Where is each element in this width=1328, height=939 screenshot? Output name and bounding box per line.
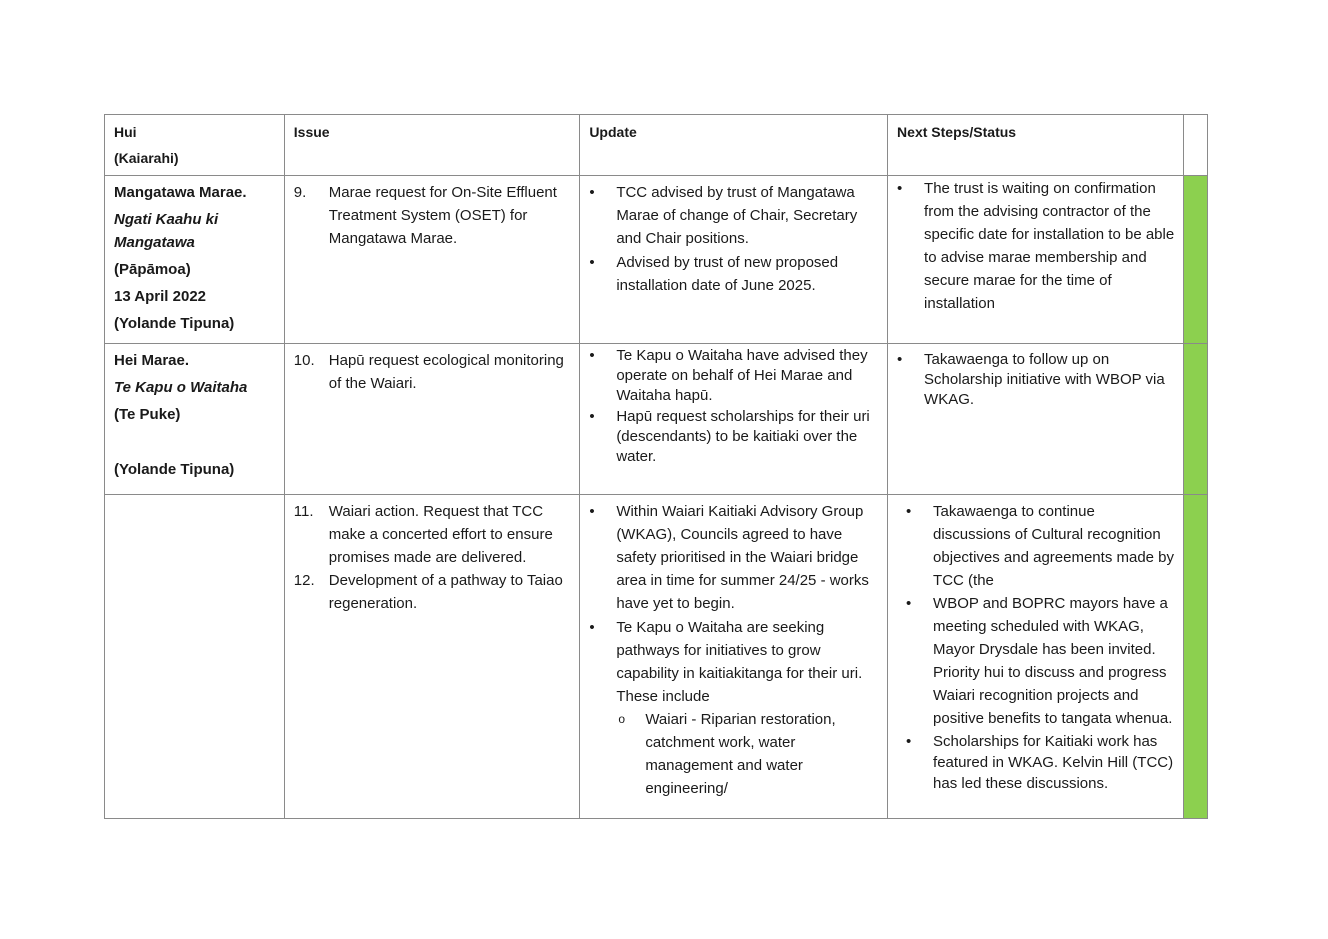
issue-text: Hapū request ecological monitoring of the Waiari. — [328, 352, 564, 392]
table-row — [105, 495, 1208, 819]
issue-text: Development of a pathway to Taiao regeneration. — [328, 572, 563, 612]
marae-name: Hei Marae. — [114, 352, 190, 369]
issue-cell — [284, 495, 580, 819]
next-steps-cell — [888, 176, 1184, 344]
kaiarahi-name: (Yolande Tipuna) — [114, 461, 235, 478]
status-indicator — [1183, 176, 1207, 344]
header-hui-label: Hui — [114, 124, 137, 140]
next-step-item: • WBOP and BOPRC mayors have a meeting scheduled with WKAG, Mayor Drysdale has been invited. Priority hui to discuss and progress Waiari recognition projects and positive benefits to tangata whenua. — [906, 592, 1175, 730]
issue-number: 10. — [293, 352, 315, 369]
update-item: • Advised by trust of new proposed installation date of June 2025. — [589, 251, 879, 297]
next-step-item: • Takawaenga to continue discussions of Cultural recognition objectives and agreements made by TCC (the — [906, 500, 1175, 592]
marae-name: Mangatawa Marae. — [114, 184, 247, 201]
kaiarahi-name: (Yolande Tipuna) — [114, 315, 235, 332]
status-indicator — [1183, 344, 1207, 495]
table-row — [105, 176, 1208, 344]
hui-date: 13 April 2022 — [114, 288, 206, 305]
update-item: • Te Kapu o Waitaha are seeking pathways for initiatives to grow capability in kaitiakitanga for their uri. These include — [589, 616, 879, 708]
update-item: • Te Kapu o Waitaha have advised they operate on behalf of Hei Marae and Waitaha hapū. — [589, 346, 879, 406]
issue-item — [294, 349, 572, 395]
header-issue: Issue — [284, 115, 580, 176]
issue-cell — [284, 176, 580, 344]
header-hui — [105, 115, 285, 176]
header-next-steps: Next Steps/Status — [888, 115, 1184, 176]
table-row — [105, 344, 1208, 495]
issue-item — [294, 181, 572, 250]
update-item: • Within Waiari Kaitiaki Advisory Group (WKAG), Councils agreed to have safety prioritised in the Waiari bridge area in time for summer 24/25 - works have yet to begin. — [589, 500, 879, 615]
issue-cell — [284, 344, 580, 495]
next-steps-cell — [888, 344, 1184, 495]
hapu-name: Ngati Kaahu ki Mangatawa — [114, 211, 219, 251]
status-indicator — [1183, 495, 1207, 819]
update-item: • TCC advised by trust of Mangatawa Marae of change of Chair, Secretary and Chair positions. — [589, 181, 879, 250]
update-sub-item: o Waiari - Riparian restoration, catchment work, water management and water engineering/ — [589, 708, 879, 800]
update-item: • Hapū request scholarships for their uri (descendants) to be kaitiaki over the water. — [589, 407, 879, 467]
hui-cell — [105, 495, 285, 819]
hui-location: (Te Puke) — [114, 406, 181, 423]
hui-location: (Pāpāmoa) — [114, 261, 191, 278]
issue-item — [294, 569, 572, 615]
issue-number: 11. — [293, 503, 314, 520]
issues-table — [104, 114, 1208, 819]
update-cell — [580, 344, 888, 495]
header-status — [1183, 115, 1207, 176]
header-kaiarahi-label: (Kaiarahi) — [114, 150, 179, 166]
update-cell — [580, 495, 888, 819]
issue-text: Marae request for On-Site Effluent Treatment System (OSET) for Mangatawa Marae. — [328, 184, 557, 247]
issue-item — [294, 500, 572, 569]
next-steps-cell — [888, 495, 1184, 819]
next-step-item: • Scholarships for Kaitiaki work has featured in WKAG. Kelvin Hill (TCC) has led these discussions. — [906, 731, 1175, 794]
table-header-row — [105, 115, 1208, 176]
next-step-item: • Takawaenga to follow up on Scholarship initiative with WBOP via WKAG. — [897, 350, 1175, 410]
hapu-name: Te Kapu o Waitaha — [114, 379, 248, 396]
next-step-item: • The trust is waiting on confirmation from the advising contractor of the specific date for installation to be able to advise marae membership and secure marae for the time of installation — [897, 177, 1175, 315]
issue-number: 9. — [293, 184, 307, 201]
issue-text: Waiari action. Request that TCC make a concerted effort to ensure promises made are delivered. — [328, 503, 553, 566]
hui-cell — [105, 344, 285, 495]
issue-number: 12. — [293, 572, 315, 589]
header-update: Update — [580, 115, 888, 176]
hui-cell — [105, 176, 285, 344]
update-cell — [580, 176, 888, 344]
